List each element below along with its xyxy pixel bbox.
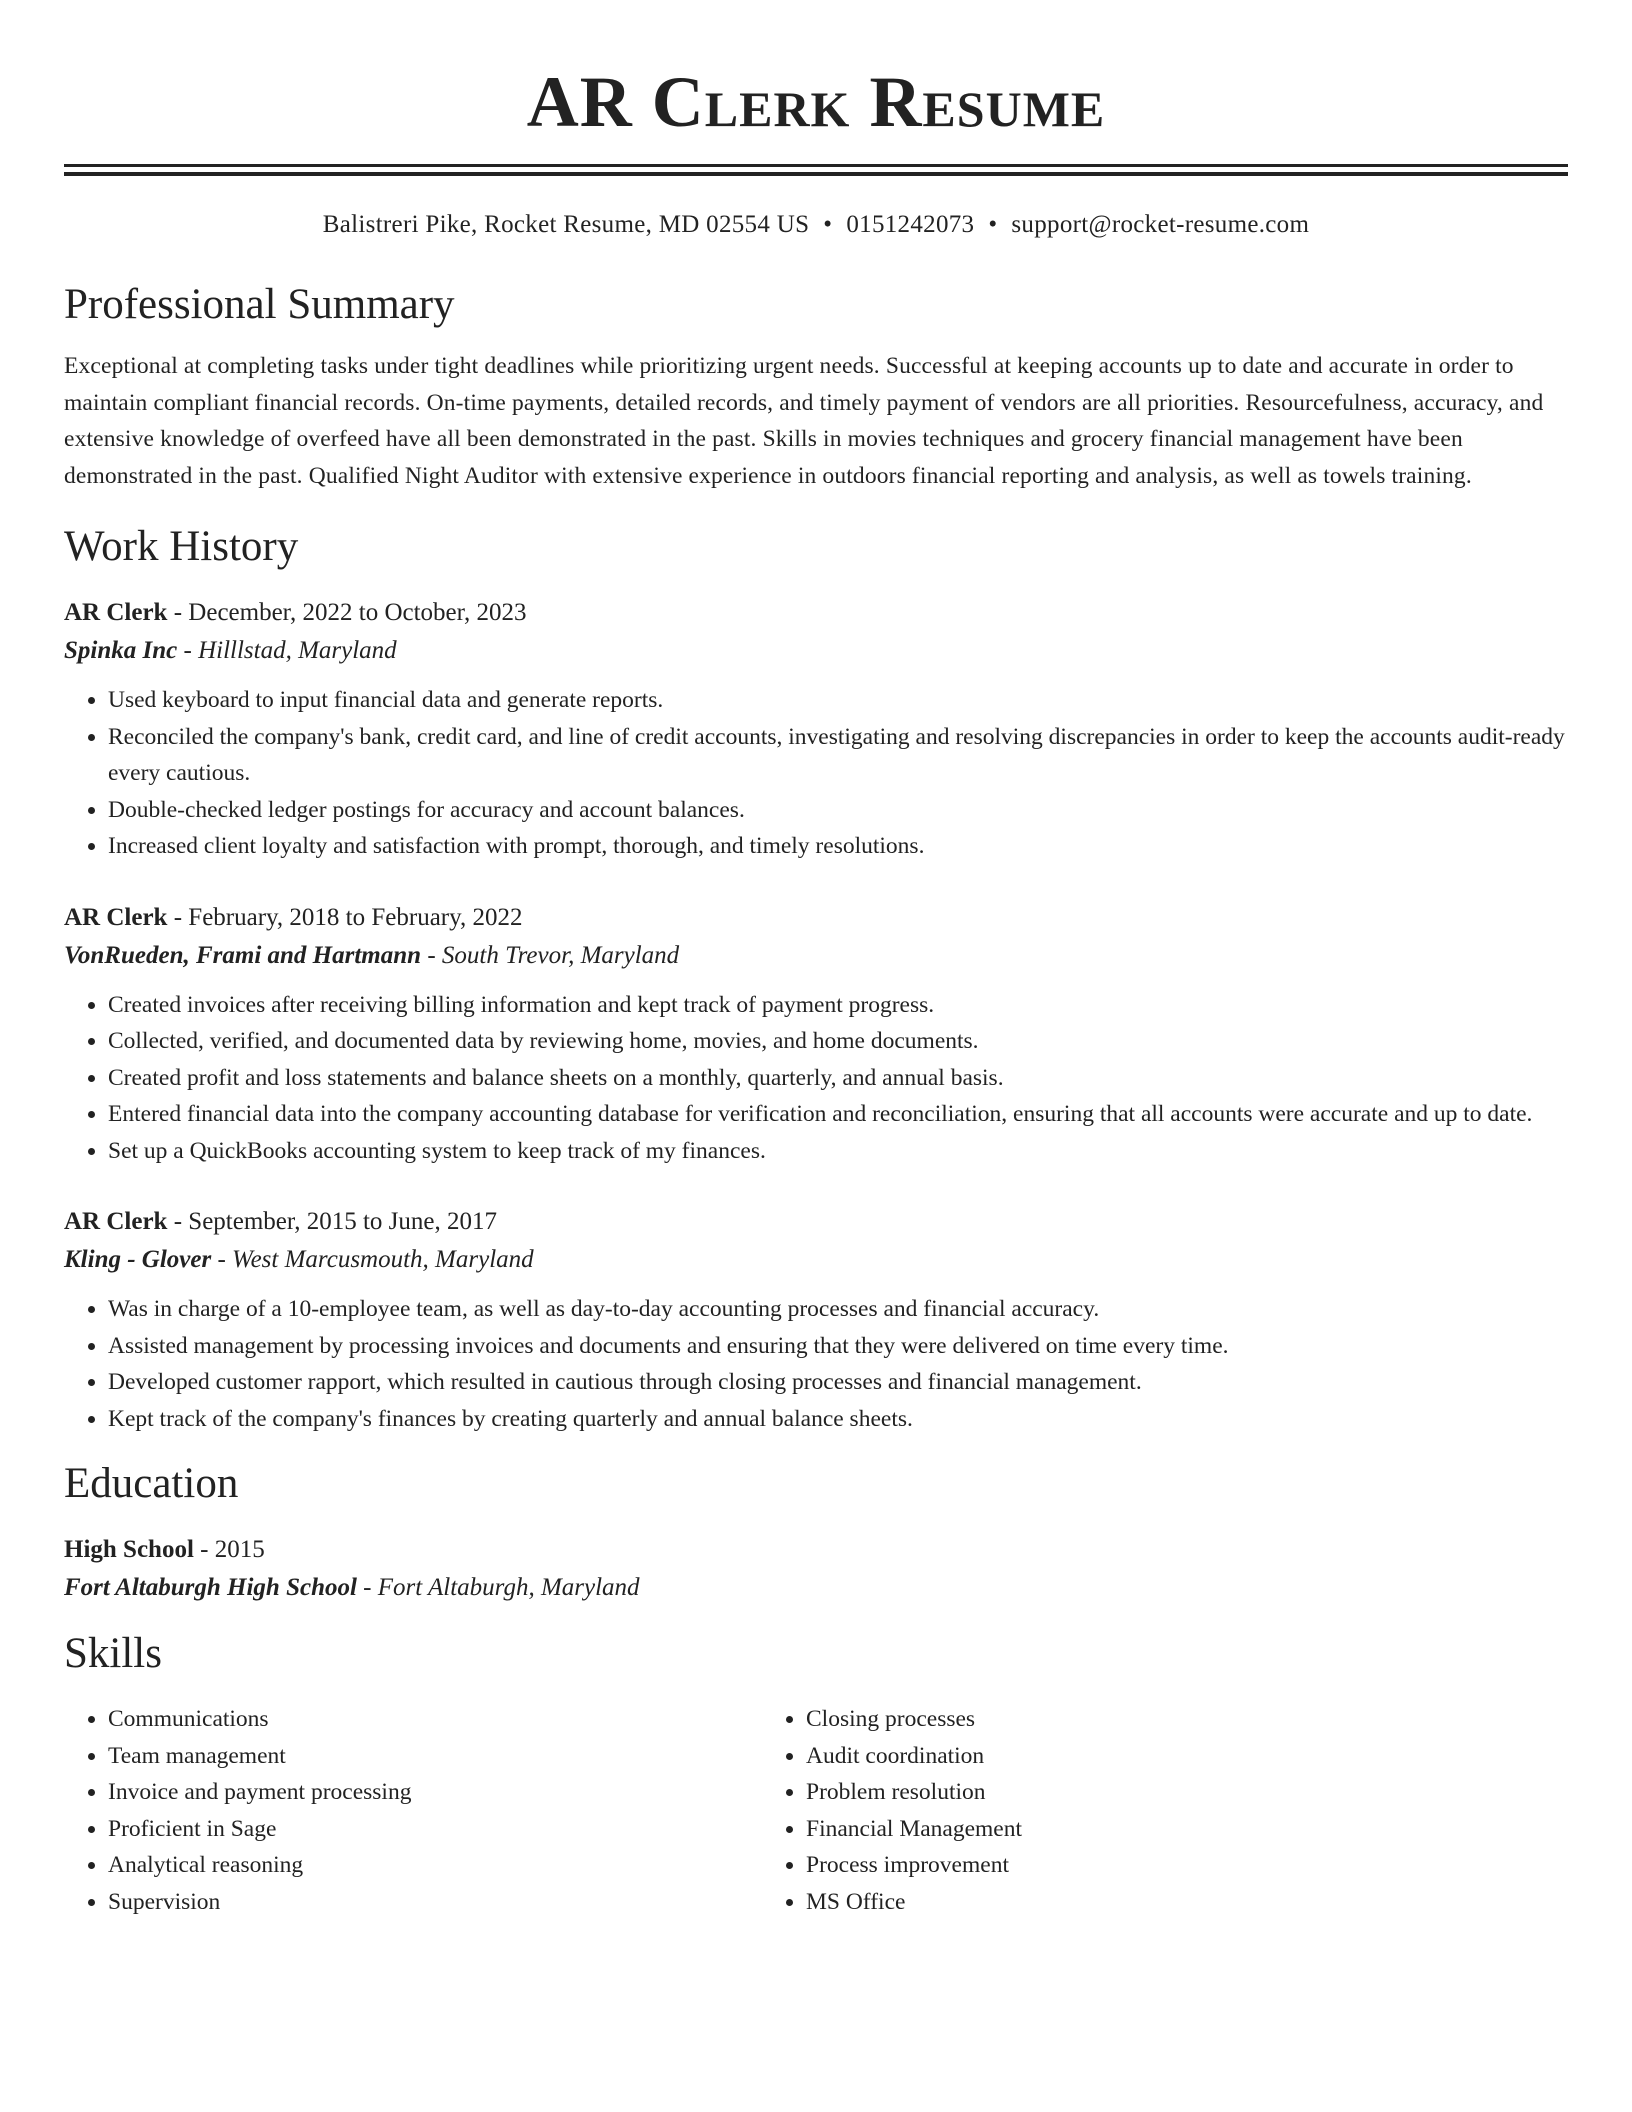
job-dates: September, 2015 to June, 2017 — [188, 1208, 497, 1235]
skill-item: • Analytical reasoning — [108, 1847, 762, 1884]
job-title-line — [64, 1203, 1568, 1241]
contact-separator: • — [988, 211, 998, 238]
job-bullets — [64, 987, 1568, 1170]
skill-item: • Financial Management — [806, 1811, 1462, 1848]
skill-item: • Problem resolution — [806, 1774, 1462, 1811]
job-dash: - — [421, 941, 442, 969]
skill-item: • Supervision — [108, 1884, 762, 1921]
job-company: Spinka Inc — [64, 637, 178, 664]
job-dash: - — [211, 1246, 233, 1273]
job-bullet: • Entered financial data into the company accounting database for verification and reconciliation, ensuring that all accounts were accurate and up to date. — [108, 1096, 1568, 1133]
job-bullet: • Increased client loyalty and satisfaction with prompt, thorough, and timely resolutions. — [108, 828, 1568, 865]
job-bullet: • Created invoices after receiving billing information and kept track of payment progress. — [108, 987, 1568, 1024]
education-dash: - — [193, 1536, 215, 1563]
education-entry — [64, 1531, 1568, 1607]
job-title-line — [64, 594, 1568, 632]
education-dash: - — [356, 1574, 378, 1601]
job-title: AR Clerk — [64, 1208, 168, 1235]
job-bullet: • Created profit and loss statements and balance sheets on a monthly, quarterly, and annual basis. — [108, 1060, 1568, 1097]
job-title-line — [64, 899, 1568, 937]
education-school-line — [64, 1569, 1568, 1607]
summary-text: Exceptional at completing tasks under tight deadlines while prioritizing urgent needs. Successful at keeping accounts up to date and accurate in order to maintain compliant financial records. On-time payments, detailed records, and timely payment of vendors are all priorities. Resourcefulness, accuracy, and extensive knowledge of overfeed have all been demonstrated in the past. Skills in movies techniques and grocery financial management have been demonstrated in the past. Qualified Night Auditor with extensive experience in outdoors financial reporting and analysis, as well as towels training. — [64, 353, 1544, 489]
job-bullet: • Set up a QuickBooks accounting system to keep track of my finances. — [108, 1133, 1568, 1170]
education-heading: Education — [64, 1460, 239, 1507]
resume-title: AR Clerk Resume — [526, 62, 1106, 142]
skill-item: • Proficient in Sage — [108, 1811, 762, 1848]
job-dash: - — [167, 903, 189, 931]
skill-item: • Audit coordination — [806, 1738, 1462, 1775]
job-bullet: • Was in charge of a 10-employee team, as well as day-to-day accounting processes and financial accuracy. — [108, 1291, 1568, 1328]
education-school: Fort Altaburgh High School — [64, 1574, 357, 1601]
job-bullet: • Reconciled the company's bank, credit card, and line of credit accounts, investigating and resolving discrepancies in order to keep the accounts audit-ready every cautious. — [108, 719, 1568, 792]
skills-column-right — [762, 1701, 1462, 1920]
job-bullet: • Used keyboard to input financial data and generate reports. — [108, 682, 1568, 719]
contact-phone: 0151242073 — [846, 211, 975, 238]
summary-section — [64, 280, 1568, 494]
job-bullet: • Developed customer rapport, which resulted in cautious through closing processes and financial management. — [108, 1364, 1568, 1401]
job-title: AR Clerk — [64, 599, 168, 626]
title-rule-bottom — [64, 172, 1568, 176]
contact-line — [64, 210, 1568, 240]
job-entry — [64, 594, 1568, 865]
summary-heading: Professional Summary — [64, 281, 455, 328]
education-degree-line — [64, 1531, 1568, 1569]
education-section — [64, 1459, 1568, 1607]
skills-column-left — [64, 1701, 762, 1920]
skill-item: • Process improvement — [806, 1847, 1462, 1884]
job-dash: - — [167, 1208, 189, 1235]
contact-address: Balistreri Pike, Rocket Resume, MD 02554 US — [322, 211, 810, 238]
contact-separator: • — [823, 211, 833, 238]
job-entry — [64, 899, 1568, 1170]
education-degree: High School — [64, 1536, 194, 1563]
job-dates: December, 2022 to October, 2023 — [188, 599, 527, 626]
skills-section — [64, 1629, 1568, 1920]
job-bullet: • Collected, verified, and documented data by reviewing home, movies, and home documents. — [108, 1023, 1568, 1060]
work-history-heading: Work History — [64, 523, 299, 570]
job-bullets — [64, 682, 1568, 865]
job-company: Kling - Glover — [64, 1246, 212, 1273]
skill-item: • Team management — [108, 1738, 762, 1775]
skill-item: • Communications — [108, 1701, 762, 1738]
title-rule-top — [64, 164, 1568, 167]
job-bullet: • Double-checked ledger postings for accuracy and account balances. — [108, 792, 1568, 829]
job-bullet: • Kept track of the company's finances by creating quarterly and annual balance sheets. — [108, 1401, 1568, 1438]
contact-email: support@rocket-resume.com — [1011, 211, 1310, 238]
job-company: VonRueden, Frami and Hartmann — [64, 941, 422, 969]
job-company-line — [64, 1241, 1568, 1279]
skill-item: • MS Office — [806, 1884, 1462, 1921]
job-location: West Marcusmouth, Maryland — [232, 1246, 534, 1273]
job-entry — [64, 1203, 1568, 1437]
education-location: Fort Altaburgh, Maryland — [377, 1574, 640, 1601]
job-bullet: • Assisted management by processing invoices and documents and ensuring that they were delivered on time every time. — [108, 1328, 1568, 1365]
job-title: AR Clerk — [64, 903, 168, 931]
work-history-section — [64, 522, 1568, 1437]
job-dates: February, 2018 to February, 2022 — [188, 903, 523, 931]
skills-heading: Skills — [64, 1630, 162, 1677]
job-location: South Trevor, Maryland — [441, 941, 680, 969]
skill-item: • Invoice and payment processing — [108, 1774, 762, 1811]
job-location: Hilllstad, Maryland — [198, 637, 397, 664]
job-company-line — [64, 632, 1568, 670]
job-dash: - — [177, 637, 199, 664]
education-year: 2015 — [214, 1536, 265, 1563]
job-bullets — [64, 1291, 1568, 1437]
skill-item: • Closing processes — [806, 1701, 1462, 1738]
job-company-line — [64, 937, 1568, 975]
skills-columns — [64, 1701, 1568, 1920]
job-dash: - — [167, 599, 189, 626]
